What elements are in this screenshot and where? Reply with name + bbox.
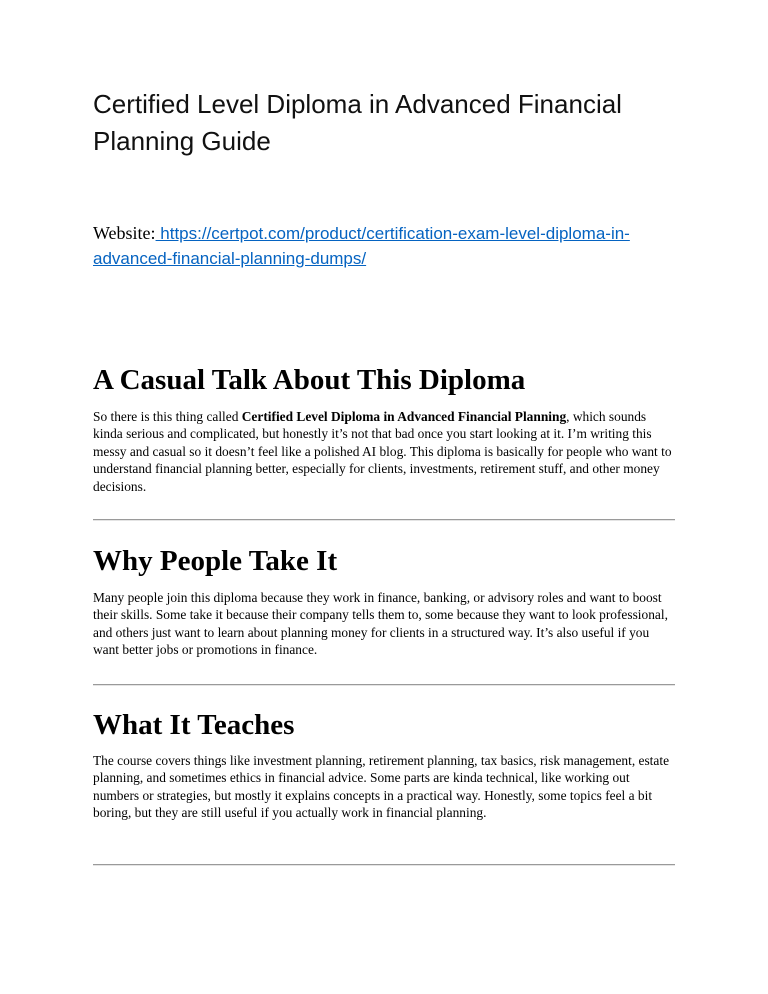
section-divider (93, 519, 675, 521)
section-body-what-it-teaches: The course covers things like investment planning, retirement planning, tax basics, risk management, estate planning, and sometimes ethics in financial advice. Some parts are kinda technical, like working out numbers or strategies, but mostly it explains concepts in a practical way. Honestly, some topics feel a bit boring, but they are still useful if you actually work in financial planning. (93, 753, 670, 821)
section-heading-why-people-take-it: Why People Take It (93, 545, 338, 577)
website-label: Website: (93, 223, 156, 243)
section-divider (93, 864, 675, 866)
diploma-name-bold: Certified Level Diploma in Advanced Financial Planning (241, 409, 567, 424)
website-line (93, 221, 693, 271)
body-text: , which sounds kinda serious and complicated, but honestly it’s not that bad once you start looking at it. I’m writing this messy and casual so it doesn’t feel like a polished AI blog. This diploma is basically for people who want to understand financial planning better, especially for clients, investments, retirement stuff, and other money decisions. (93, 409, 672, 494)
section-divider (93, 684, 675, 686)
section-body-why-people-take-it: Many people join this diploma because they work in finance, banking, or advisory roles and want to boost their skills. Some take it because their company tells them to, some because they want to look professional, and others just want to learn about planning money for clients in a structured way. It’s also useful if you want better jobs or promotions in finance. (93, 590, 668, 658)
section-heading-what-it-teaches: What It Teaches (93, 709, 295, 741)
document-title: Certified Level Diploma in Advanced Financial Planning Guide (93, 89, 622, 156)
section-heading-casual-talk: A Casual Talk About This Diploma (93, 364, 526, 396)
section-body-casual-talk (93, 408, 678, 495)
website-link[interactable]: https://certpot.com/product/certification-exam-level-diploma-in-advanced-financial-planning-dumps/ (93, 224, 630, 268)
body-text: So there is this thing called (93, 409, 242, 424)
